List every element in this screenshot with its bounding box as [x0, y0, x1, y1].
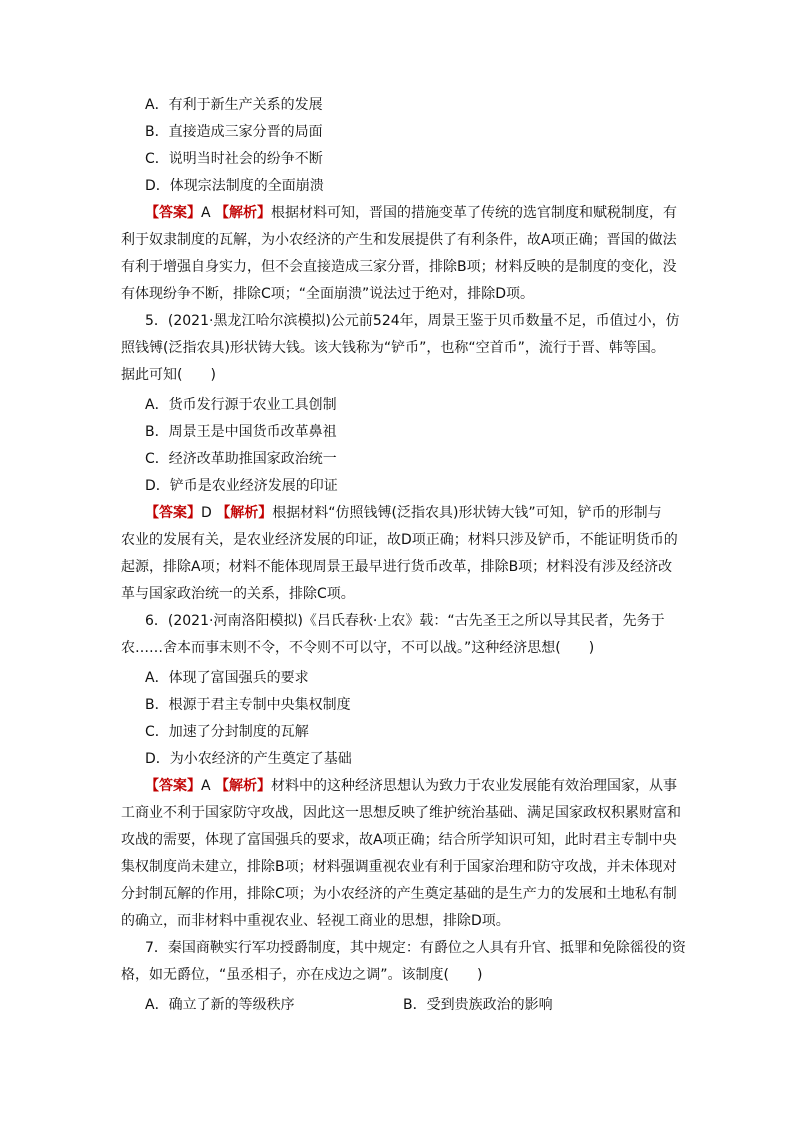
answer-value: A	[201, 205, 211, 221]
q5-option-d: D．铲币是农业经济发展的印证	[145, 478, 338, 494]
q7-stem: 格，如无爵位，“虽丞相子，亦在戍边之调”。该制度( )	[121, 967, 483, 983]
analysis-tag: 【解析】	[215, 205, 272, 221]
answer-value: D	[201, 505, 212, 521]
analysis-text: 材料中的这种经济思想认为致力于农业发展能有效治理国家，从事	[271, 778, 678, 794]
q4-analysis-line: 有利于增强自身实力，但不会直接造成三家分晋，排除B项；材料反映的是制度的变化，没	[121, 259, 677, 275]
q7-options-row	[145, 995, 665, 1015]
q4-option-d: D．体现宗法制度的全面崩溃	[145, 178, 324, 194]
q5-stem: 5．(2021·黑龙江哈尔滨模拟)公元前524年，周景王鉴于贝币数量不足，币值过小，仿	[145, 313, 680, 329]
q6-option-b: B．根源于君主专制中央集权制度	[145, 697, 351, 713]
q6-analysis-line: 攻战的需要，体现了富国强兵的要求，故A项正确；结合所学知识可知，此时君主专制中央	[121, 832, 677, 848]
q6-answer-line	[145, 776, 677, 796]
q5-stem: 照钱镈(泛指农具)形状铸大钱。该大钱称为“铲币”，也称“空首币”，流行于晋、韩等国。	[121, 340, 665, 356]
q4-option-c: C．说明当时社会的纷争不断	[145, 151, 323, 167]
q4-analysis-line: 利于奴隶制度的瓦解，为小农经济的产生和发展提供了有利条件，故A项正确；晋国的做法	[121, 232, 677, 248]
q6-option-d: D．为小农经济的产生奠定了基础	[145, 751, 352, 767]
q7-option-a: A．确立了新的等级秩序	[145, 997, 295, 1013]
answer-value: A	[201, 778, 211, 794]
q5-answer-line	[145, 503, 662, 523]
analysis-text: 根据材料可知，晋国的措施变革了传统的选官制度和赋税制度，有	[271, 205, 678, 221]
analysis-tag: 【解析】	[215, 778, 272, 794]
q6-analysis-line: 工商业不利于国家防守攻战，因此这一思想反映了维护统治基础、满足国家政权积累财富和	[121, 805, 681, 821]
q5-option-c: C．经济改革助推国家政治统一	[145, 451, 337, 467]
answer-tag: 【答案】	[145, 205, 201, 221]
q5-option-b: B．周景王是中国货币改革鼻祖	[145, 424, 337, 440]
q6-analysis-line: 集权制度尚未建立，排除B项；材料强调重视农业有利于国家治理和防守攻战，并未体现对	[121, 859, 677, 875]
q5-analysis-line: 农业的发展有关，是农业经济发展的印证，故D项正确；材料只涉及铲币，不能证明货币的	[121, 532, 678, 548]
answer-tag: 【答案】	[145, 778, 201, 794]
q6-option-c: C．加速了分封制度的瓦解	[145, 724, 309, 740]
q5-option-a: A．货币发行源于农业工具创制	[145, 397, 337, 413]
q7-stem: 7．秦国商鞅实行军功授爵制度，其中规定：有爵位之人具有升官、抵罪和免除徭役的资	[145, 940, 686, 956]
q5-analysis-line: 革与国家政治统一的关系，排除C项。	[121, 586, 355, 602]
answer-tag: 【答案】	[145, 505, 201, 521]
q5-analysis-line: 起源，排除A项；材料不能体现周景王最早进行货币改革，排除B项；材料没有涉及经济改	[121, 559, 673, 575]
analysis-text: 根据材料“仿照钱镈(泛指农具)形状铸大钱”可知，铲币的形制与	[272, 505, 662, 521]
q4-option-b: B．直接造成三家分晋的局面	[145, 124, 323, 140]
q6-stem: 农……舍本而事末则不令，不令则不可以守，不可以战。”这种经济思想( )	[121, 640, 595, 656]
analysis-tag: 【解析】	[216, 505, 273, 521]
q5-stem: 据此可知( )	[121, 367, 216, 383]
q4-answer-line	[145, 203, 677, 223]
q6-stem: 6．(2021·河南洛阳模拟)《吕氏春秋·上农》载：“古先圣王之所以导其民者，先务于	[145, 613, 665, 629]
q7-option-b: B．受到贵族政治的影响	[403, 997, 553, 1013]
q6-option-a: A．体现了富国强兵的要求	[145, 670, 309, 686]
q6-analysis-line: 的确立，而非材料中重视农业、轻视工商业的思想，排除D项。	[121, 913, 510, 929]
q4-option-a: A．有利于新生产关系的发展	[145, 97, 323, 113]
q6-analysis-line: 分封制瓦解的作用，排除C项；为小农经济的产生奠定基础的是生产力的发展和土地私有制	[121, 886, 677, 902]
q4-analysis-line: 有体现纷争不断，排除C项；“全面崩溃”说法过于绝对，排除D项。	[121, 286, 535, 302]
